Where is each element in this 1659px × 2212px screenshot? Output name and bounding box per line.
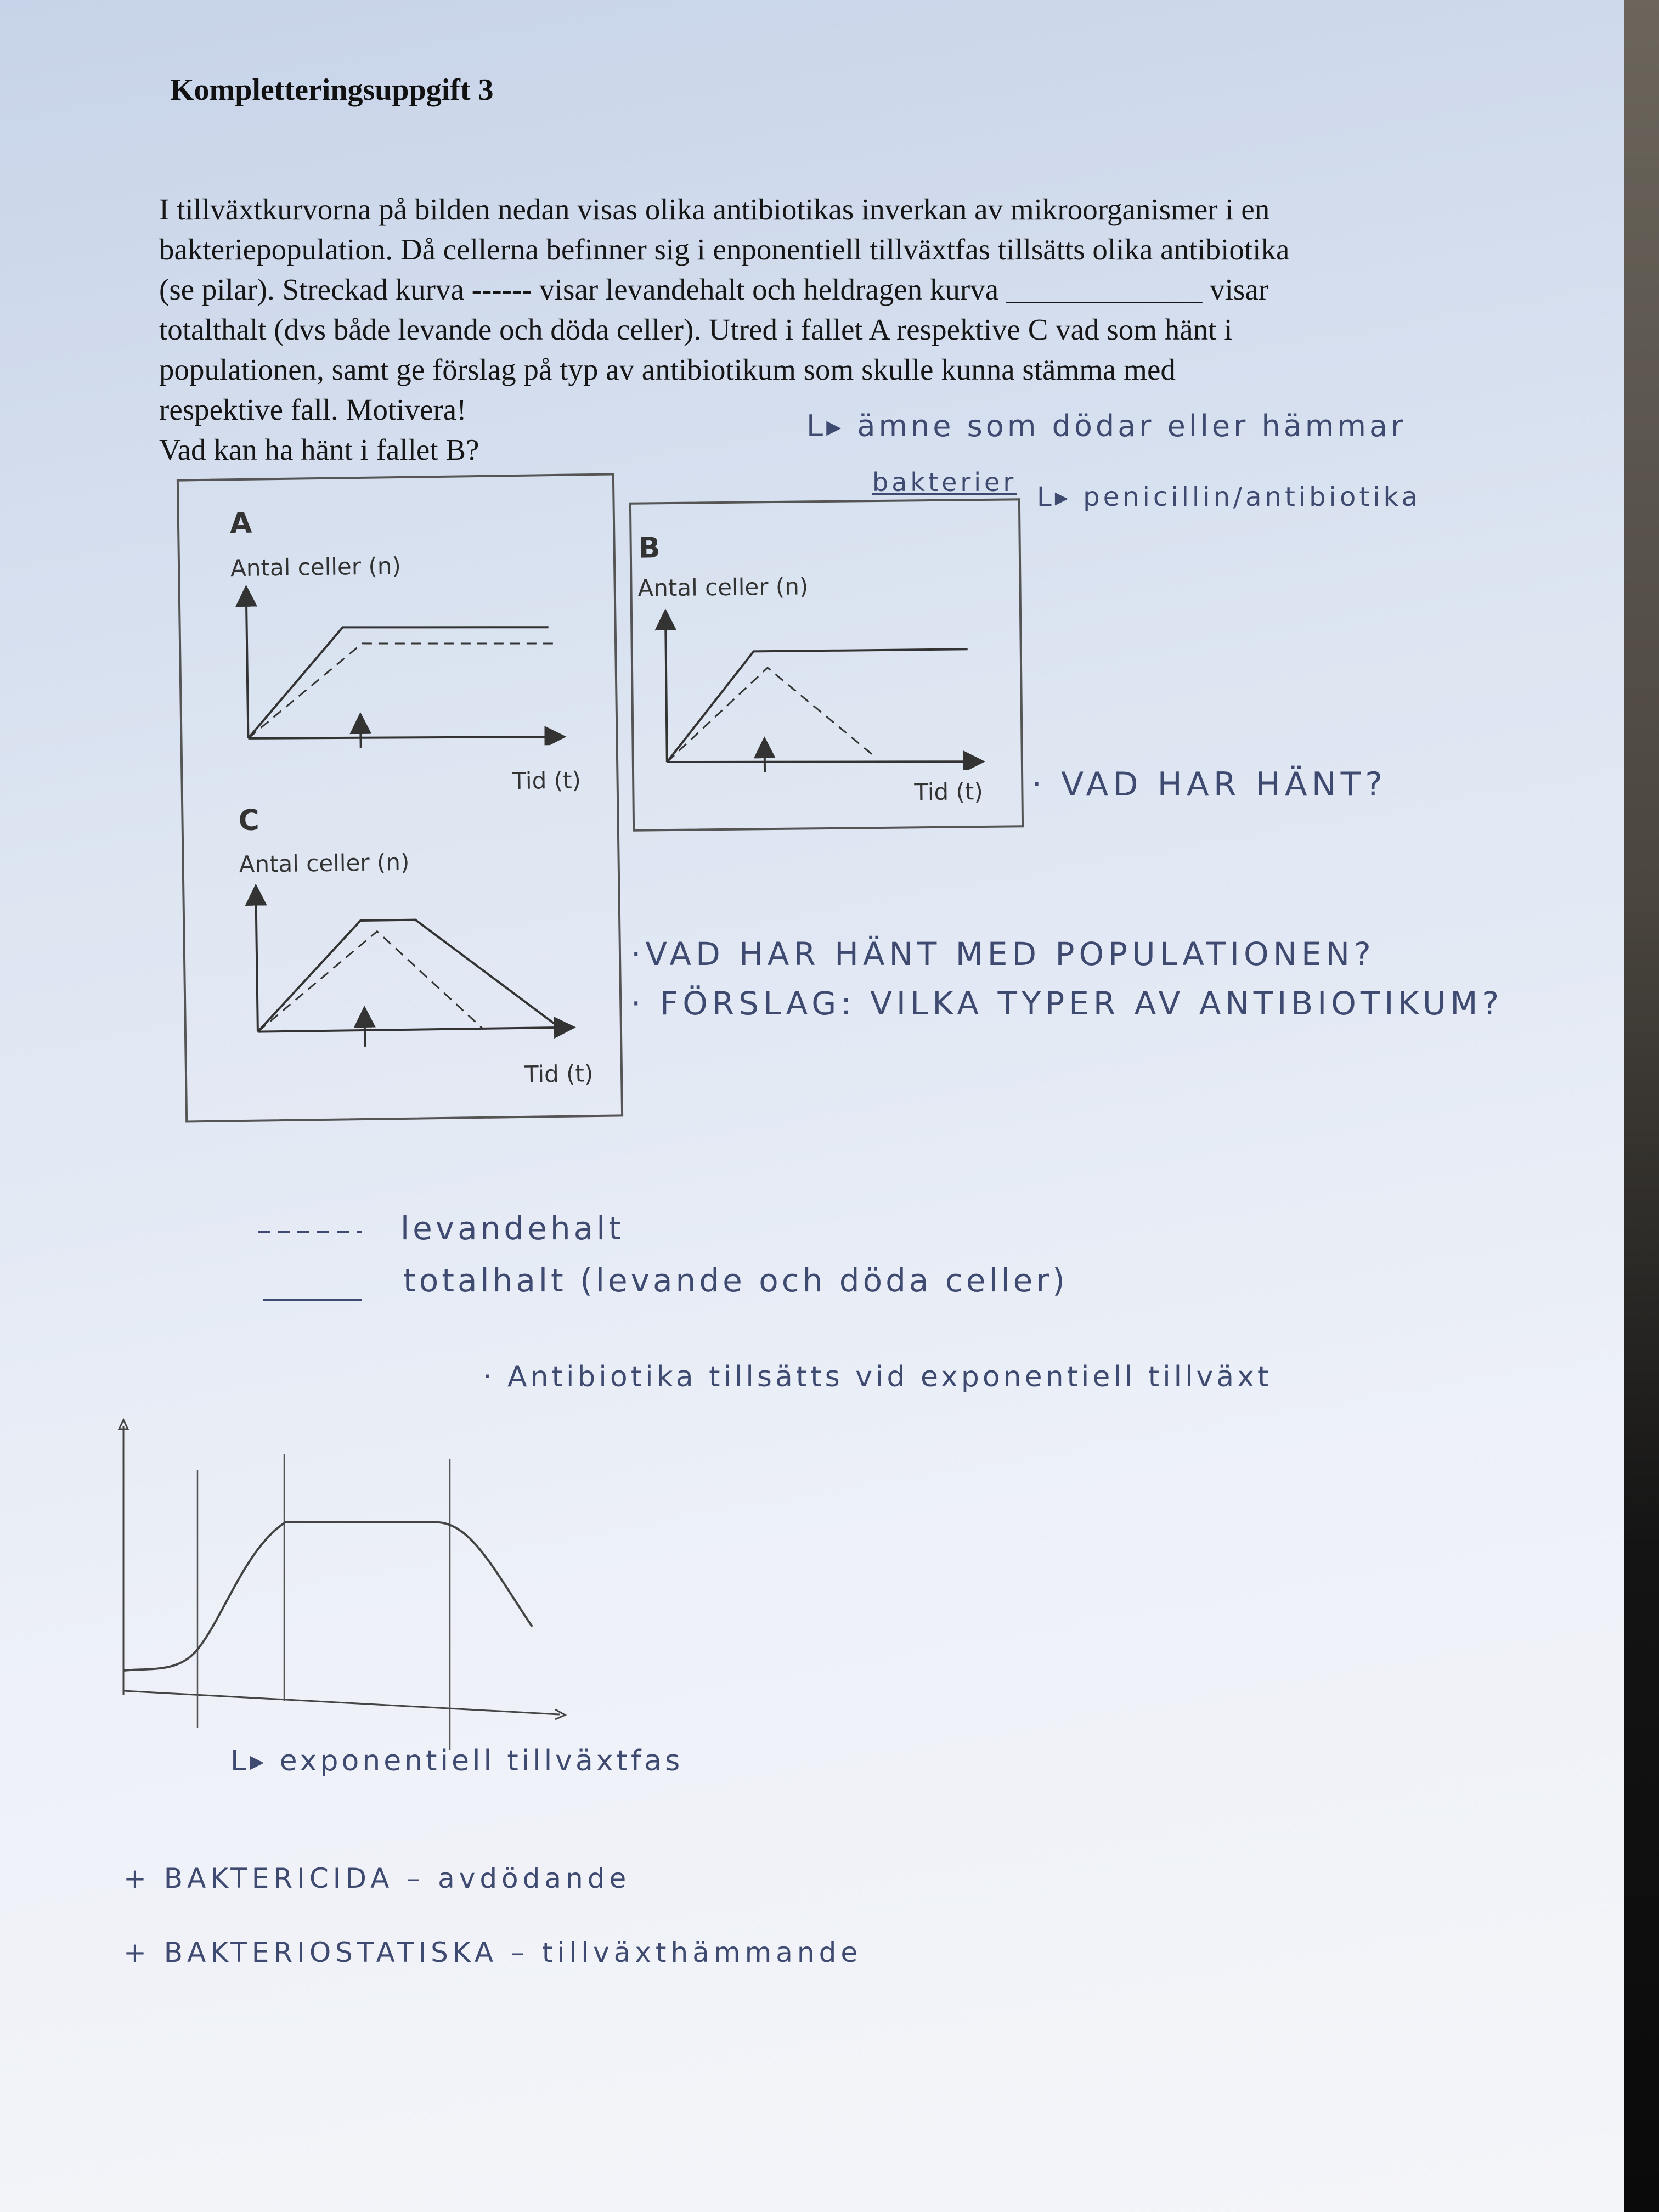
hand-curve-x-axis (123, 1691, 560, 1714)
panel-b-total-curve (666, 649, 969, 762)
background-edge (1624, 0, 1659, 2212)
panel-c-y-axis (256, 895, 257, 1032)
intro-line: respektive fall. Motivera! (159, 393, 467, 426)
note-penicillin: L▸ penicillin/antibiotika (1037, 482, 1421, 512)
legend-solid-line (263, 1295, 373, 1306)
panel-c-total-curve (256, 918, 560, 1032)
panel-b-ylabel: Antal celler (n) (637, 573, 809, 602)
note-vad-har-hant: · VAD HAR HÄNT? (1031, 765, 1387, 804)
panel-a-xlabel: Tid (t) (512, 766, 582, 795)
panel-a-y-axis (246, 596, 249, 738)
page-title: Kompletteringsuppgift 3 (170, 73, 494, 107)
panel-b-living-curve (666, 667, 876, 762)
panel-a-x-axis (248, 734, 555, 741)
intro-line: totalthalt (dvs både levande och döda celler). Utred i fallet A respektive C vad som hänt i (159, 313, 1233, 346)
intro-line: bakteriepopulation. Då cellerna befinner sig i enponentiell tillväxtfas tillsätts olika antibiotika (159, 233, 1290, 266)
note-bakteriostat: + BAKTERIOSTATISKA – tillväxthämmande (123, 1937, 862, 1968)
panel-b-xlabel: Tid (t) (914, 778, 983, 806)
panel-a-living-curve (247, 641, 555, 738)
legend-solid-label: totalhalt (levande och döda celler) (403, 1262, 1068, 1299)
note-vad-population: ·VAD HAR HÄNT MED POPULATIONEN? (631, 935, 1375, 973)
hand-growth-line (123, 1522, 532, 1671)
panel-c-letter: C (238, 804, 260, 838)
intro-line: I tillväxtkurvorna på bilden nedan visas olika antibiotikas inverkan av mikroorganismer i en (159, 193, 1270, 226)
panel-a-letter: A (229, 506, 252, 540)
panel-a-total-curve (247, 624, 550, 738)
intro-line: (se pilar). Streckad kurva ------ visar levandehalt och heldragen kurva _____________ visar (159, 273, 1269, 306)
legend-dashed-line (258, 1226, 368, 1237)
figure-frame-b (629, 498, 1024, 831)
panel-b-chart (644, 605, 996, 774)
intro-line: populationen, samt ge förslag på typ av antibiotikum som skulle kunna stämma med (159, 353, 1176, 386)
panel-b-x-axis (667, 759, 974, 765)
legend-dashed-label: levandehalt (400, 1210, 625, 1247)
note-exponentiell: L▸ exponentiell tillväxtfas (230, 1745, 684, 1778)
panel-b-y-axis (665, 619, 667, 762)
intro-question-b: Vad kan ha hänt i fallet B? (159, 433, 479, 466)
note-amne: L▸ ämne som dödar eller hämmar (806, 409, 1407, 443)
panel-a-ylabel: Antal celler (n) (230, 552, 402, 582)
panel-c-xlabel: Tid (t) (524, 1060, 594, 1088)
note-forslag: · FÖRSLAG: VILKA TYPER AV ANTIBIOTIKUM? (631, 985, 1504, 1022)
note-bakterier: bakterier (872, 467, 1017, 497)
panel-a-chart (224, 580, 578, 750)
panel-b-letter: B (638, 532, 661, 565)
hand-growth-curve (110, 1415, 592, 1756)
note-bakterici: + BAKTERICIDA – avdödande (123, 1863, 631, 1894)
panel-c-ylabel: Antal celler (n) (239, 848, 410, 878)
figure-frame-ac (177, 473, 623, 1122)
panel-c-chart (234, 879, 587, 1048)
note-antibiotika-tillsatts: · Antibiotika tillsätts vid exponentiell tillväxt (483, 1361, 1272, 1393)
panel-c-x-axis (258, 1028, 565, 1032)
panel-a-antibiotic-arrow (360, 723, 361, 749)
